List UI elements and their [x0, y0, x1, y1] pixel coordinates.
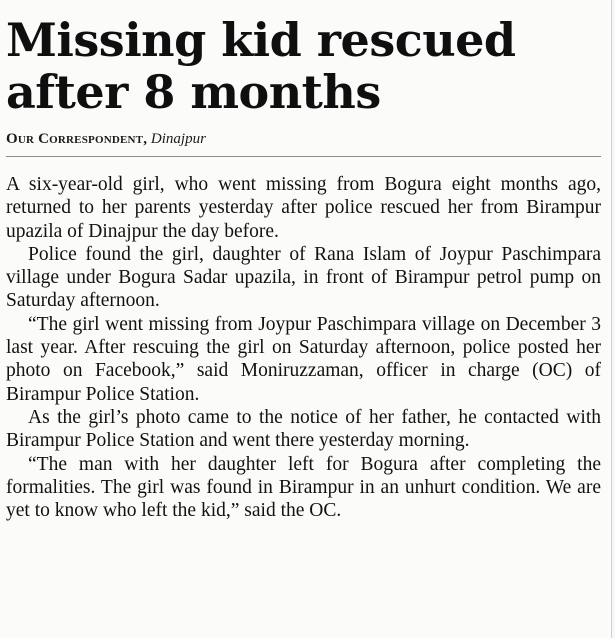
paragraph-2: Police found the girl, daughter of Rana Islam of Joypur Paschimpara village under Bogura Sadar upazila, in front of Birampur petrol pump on Saturday afternoon. [6, 243, 601, 312]
byline [6, 130, 601, 148]
byline-author: Our Correspondent, [6, 131, 148, 147]
paragraph-5: “The man with her daughter left for Bogura after completing the formalities. The girl was found in Birampur in an unhurt condition. We are yet to know who left the kid,” said the OC. [6, 453, 601, 522]
byline-location: Dinajpur [150, 131, 206, 147]
headline [6, 14, 601, 118]
headline-line-2: after 8 months [6, 65, 381, 119]
paragraph-3: “The girl went missing from Joypur Paschimpara village on December 3 last year. After rescuing the girl on Saturday afternoon, police posted her photo on Facebook,” said Moniruzzaman, officer in charge (OC) of Birampur Police Station. [6, 313, 601, 405]
paragraph-4: As the girl’s photo came to the notice of her father, he contacted with Birampur Police Station and went there yesterday morning. [6, 406, 601, 452]
article-body [6, 173, 601, 522]
headline-line-1: Missing kid rescued [6, 13, 516, 67]
byline-divider [6, 156, 601, 157]
paragraph-1: A six-year-old girl, who went missing from Bogura eight months ago, returned to her parents yesterday after police rescued her from Birampur upazila of Dinajpur the day before. [6, 174, 601, 242]
